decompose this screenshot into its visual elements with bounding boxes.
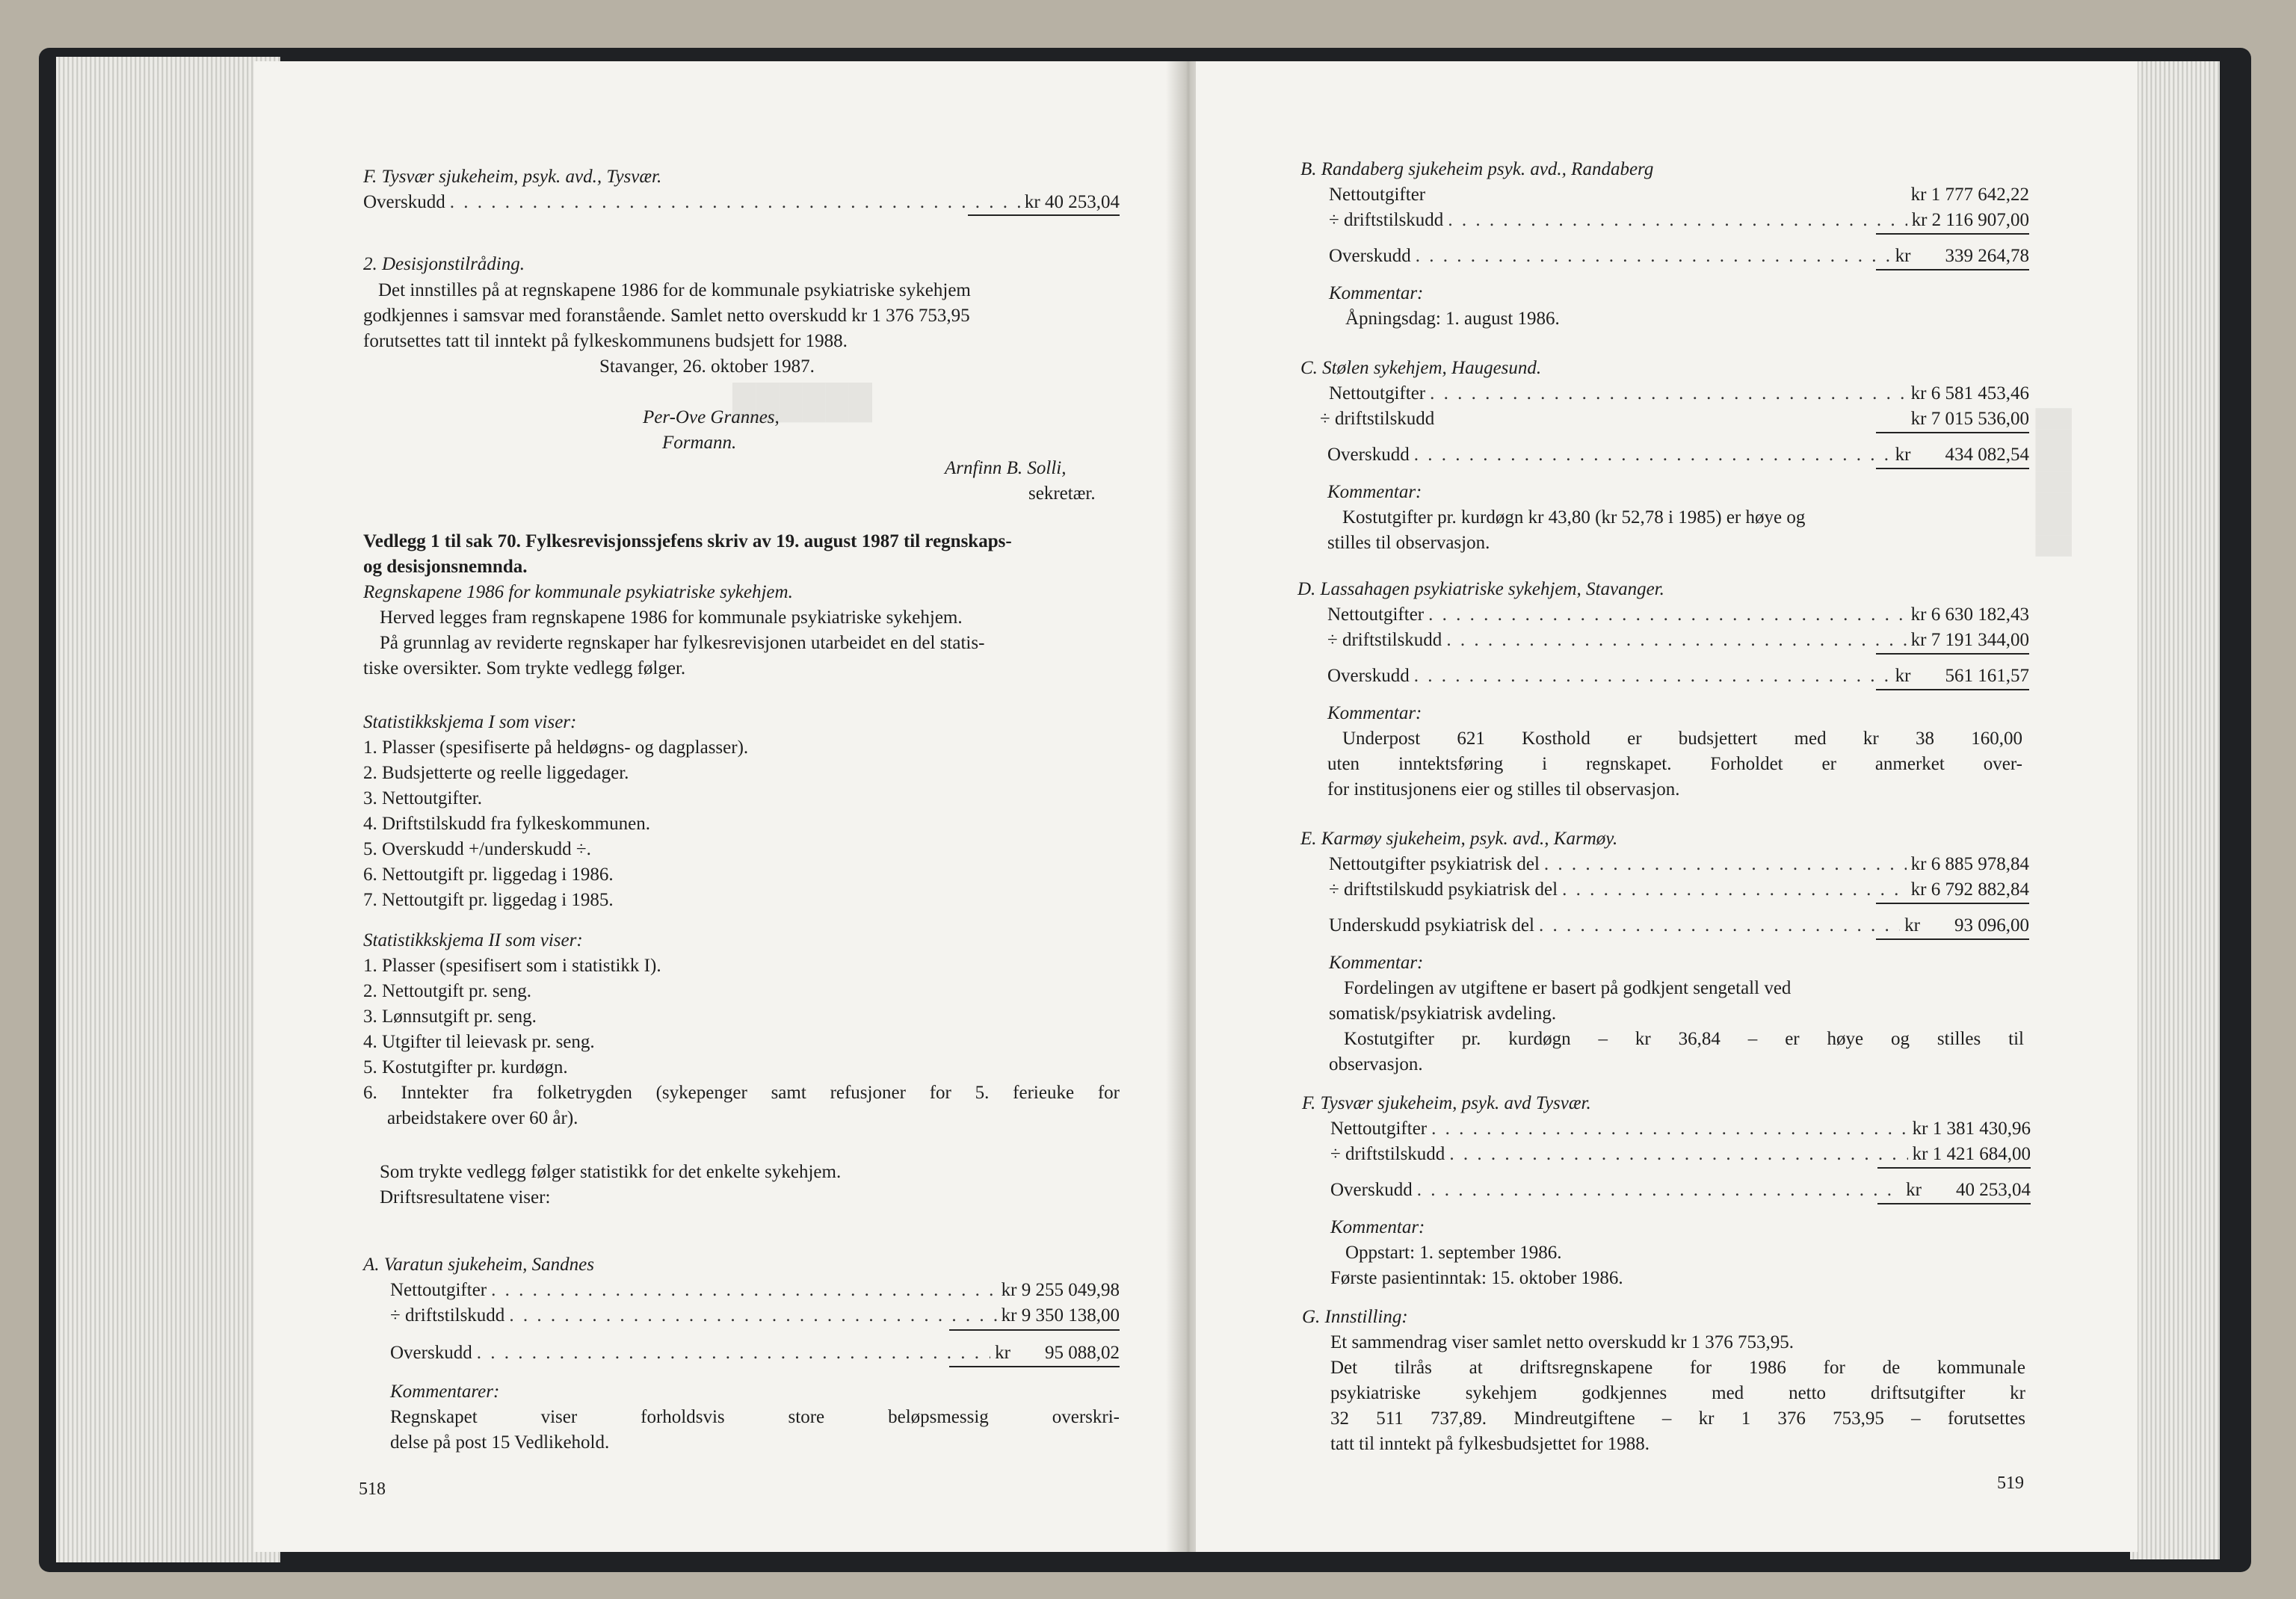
row-label: Nettoutgifter <box>1329 383 1426 403</box>
section-f-title: F. Tysvær sjukeheim, psyk. avd Tysvær. <box>1302 1093 1591 1113</box>
leader-dots <box>1431 1116 1908 1142</box>
page-number: 518 <box>359 1479 386 1499</box>
section-c-comment-line: stilles til observasjon. <box>1327 533 1490 553</box>
row-label: Overskudd <box>1329 246 1411 266</box>
section-d-row <box>1327 602 2029 628</box>
decision-heading: 2. Desisjonstilråding. <box>363 254 525 274</box>
section-c-overskudd-row <box>1327 442 2029 468</box>
section-f-comment-line: Oppstart: 1. september 1986. <box>1345 1243 1562 1263</box>
page-edges-right <box>2130 61 2220 1559</box>
leader-dots <box>491 1278 997 1303</box>
schema-2-item: 6. Inntekter fra folketrygden (sykepenger samt refusjoner for 5. ferieuke for <box>363 1083 1120 1103</box>
row-label: ÷ driftstilskudd <box>1329 210 1444 230</box>
total-rule <box>949 1329 1120 1331</box>
left-page <box>254 61 1181 1552</box>
schema-1-item: 2. Budsjetterte og reelle liggedager. <box>363 763 629 783</box>
total-rule <box>1876 432 2029 433</box>
row-label: Underskudd psykiatrisk del <box>1329 915 1534 935</box>
paragraph-3: Som trykte vedlegg følger statistikk for det enkelte sykehjem. <box>380 1162 842 1182</box>
paragraph-2b: tiske oversikter. Som trykte vedlegg følger. <box>363 658 686 678</box>
row-label: ÷ driftstilskudd psykiatrisk del <box>1329 879 1558 900</box>
schema-1-item: 5. Overskudd +/underskudd ÷. <box>363 839 591 859</box>
section-c-row <box>1329 381 2029 406</box>
row-label: Overskudd <box>1327 445 1410 465</box>
section-e-comment-line: observasjon. <box>1329 1054 1423 1074</box>
section-d-title: D. Lassahagen psykiatriske sykehjem, Stavanger. <box>1297 579 1664 599</box>
paragraph-4: Driftsresultatene viser: <box>380 1187 551 1207</box>
total-rule <box>1877 1167 2031 1169</box>
signature-2-role: sekretær. <box>1028 483 1096 504</box>
section-g-line: tatt til inntekt på fylkesbudsjettet for 1988. <box>1330 1434 1650 1454</box>
attachment-heading-1: Vedlegg 1 til sak 70. Fylkesrevisjonssjefens skriv av 19. august 1987 til regnskaps- <box>363 531 1012 551</box>
section-b-comment-line: Åpningsdag: 1. august 1986. <box>1345 309 1560 329</box>
schema-1-item: 3. Nettoutgifter. <box>363 788 482 808</box>
section-f-overskudd-row <box>1330 1178 2031 1203</box>
leader-dots <box>1544 852 1907 877</box>
row-amount: 339 264,78 <box>1945 246 2029 266</box>
signature-1-role: Formann. <box>662 433 737 453</box>
leader-dots <box>1448 208 1907 233</box>
row-label: ÷ driftstilskudd <box>1330 1144 1445 1164</box>
section-f-overskudd-row <box>363 190 1120 215</box>
paragraph-1: Herved legges fram regnskapene 1986 for kommunale psykiatriske sykehjem. <box>380 607 963 628</box>
place-date: Stavanger, 26. oktober 1987. <box>599 356 815 377</box>
leader-dots <box>1430 381 1907 406</box>
leader-dots <box>1446 628 1906 653</box>
decision-line-3: forutsettes tatt til inntekt på fylkeskommunens budsjett for 1988. <box>363 331 848 351</box>
section-g-line: 32 511 737,89. Mindreutgiftene – kr 1 376 753,95 – forutsettes <box>1330 1408 2025 1429</box>
row-amount: 40 253,04 <box>1956 1180 2031 1200</box>
section-g-line: psykiatriske sykehjem godkjennes med netto driftsutgifter kr <box>1330 1383 2025 1403</box>
total-underline <box>1876 938 2029 940</box>
total-underline <box>1876 689 2029 690</box>
row-label: Nettoutgifter <box>390 1280 487 1300</box>
section-c-title: C. Stølen sykehjem, Haugesund. <box>1300 358 1542 378</box>
schema-1-item: 1. Plasser (spesifiserte på heldøgns- og dagplasser). <box>363 737 749 758</box>
page-number: 519 <box>1997 1473 2024 1493</box>
show-through: ██████ <box>732 383 873 420</box>
row-amount: 561 161,57 <box>1945 666 2029 686</box>
section-f-row <box>1330 1142 2031 1167</box>
leader-dots <box>1414 664 1891 689</box>
section-d-comment-line: for institusjonens eier og stilles til observasjon. <box>1327 779 1680 800</box>
section-g-line: Et sammendrag viser samlet netto overskudd kr 1 376 753,95. <box>1330 1332 1794 1352</box>
section-d-comment-line: uten inntektsføring i regnskapet. Forholdet er anmerket over- <box>1327 754 2022 774</box>
paragraph-2a: På grunnlag av reviderte regnskaper har fylkesrevisjonen utarbeidet en del statis- <box>380 633 985 653</box>
section-f-comment-line: Første pasientinntak: 15. oktober 1986. <box>1330 1268 1623 1288</box>
row-label: Nettoutgifter <box>1330 1119 1428 1139</box>
row-label: Overskudd <box>1330 1180 1413 1200</box>
row-amount: kr 40 253,04 <box>1024 192 1120 212</box>
currency: kr <box>1904 915 1920 935</box>
row-amount: 93 096,00 <box>1954 915 2029 935</box>
row-amount: kr 7 015 536,00 <box>1910 409 2029 429</box>
section-a-comment-line: Regnskapet viser forholdsvis store beløpsmessig overskri- <box>390 1407 1120 1427</box>
section-e-comment-line: Fordelingen av utgiftene er basert på godkjent sengetall ved <box>1344 978 1792 998</box>
attachment-heading-2: og desisjonsnemnda. <box>363 557 528 577</box>
schema-2-item: 1. Plasser (spesifisert som i statistikk I). <box>363 956 661 976</box>
row-amount: kr 6 630 182,43 <box>1910 604 2029 625</box>
section-e-comment-line: somatisk/psykiatrisk avdeling. <box>1329 1003 1557 1024</box>
section-a-row <box>390 1303 1120 1329</box>
section-d-overskudd-row <box>1327 664 2029 689</box>
section-g-title: G. Innstilling: <box>1302 1307 1408 1327</box>
schema-2-item: 5. Kostutgifter pr. kurdøgn. <box>363 1057 568 1077</box>
row-amount: kr 6 885 978,84 <box>1910 854 2029 874</box>
row-label: ÷ driftstilskudd <box>1327 630 1442 650</box>
total-underline <box>1876 269 2029 270</box>
leader-dots <box>1449 1142 1907 1167</box>
leader-dots <box>1414 442 1891 468</box>
row-amount: kr 1 381 430,96 <box>1912 1119 2031 1139</box>
leader-dots <box>509 1303 996 1329</box>
section-b-row <box>1329 182 2029 208</box>
total-underline <box>1877 1203 2031 1204</box>
section-f-comment-heading: Kommentar: <box>1330 1217 1425 1237</box>
section-a-comments-heading: Kommentarer: <box>390 1382 500 1402</box>
section-f-row <box>1330 1116 2031 1142</box>
section-b-overskudd-row <box>1329 244 2029 269</box>
section-d-comment-line: Underpost 621 Kosthold er budsjettert med kr 38 160,00 <box>1342 729 2022 749</box>
page-edges-left <box>56 57 280 1562</box>
section-e-underskudd-row <box>1329 913 2029 938</box>
section-e-comment-heading: Kommentar: <box>1329 953 1424 973</box>
row-label: ÷ driftstilskudd <box>1320 409 1435 429</box>
row-amount: kr 6 581 453,46 <box>1910 383 2029 403</box>
leader-dots <box>450 190 1020 215</box>
leader-dots <box>1417 1178 1901 1203</box>
row-amount: kr 2 116 907,00 <box>1911 210 2029 230</box>
schema-1-title: Statistikkskjema I som viser: <box>363 712 577 732</box>
section-a-comment-line: delse på post 15 Vedlikehold. <box>390 1432 610 1453</box>
schema-1-item: 6. Nettoutgift pr. liggedag i 1986. <box>363 865 614 885</box>
signature-1-name: Per-Ove Grannes, <box>643 407 780 427</box>
row-amount: kr 7 191 344,00 <box>1910 630 2029 650</box>
section-a-title: A. Varatun sjukeheim, Sandnes <box>363 1255 594 1275</box>
leader-dots <box>1562 877 1907 903</box>
section-b-row <box>1329 208 2029 233</box>
currency: kr <box>1906 1180 1922 1200</box>
row-label: Overskudd <box>390 1343 472 1363</box>
row-amount: kr 6 792 882,84 <box>1910 879 2029 900</box>
leader-dots <box>1416 244 1891 269</box>
section-c-row <box>1320 406 2029 432</box>
section-f-title: F. Tysvær sjukeheim, psyk. avd., Tysvær. <box>363 167 662 187</box>
row-label: Nettoutgifter psykiatrisk del <box>1329 854 1540 874</box>
section-e-row <box>1329 852 2029 877</box>
schema-2-title: Statistikkskjema II som viser: <box>363 930 583 950</box>
total-underline <box>1876 468 2029 469</box>
attachment-subtitle: Regnskapene 1986 for kommunale psykiatriske sykehjem. <box>363 582 793 602</box>
row-amount: kr 1 777 642,22 <box>1910 185 2029 205</box>
row-amount: 434 082,54 <box>1945 445 2029 465</box>
signature-2-name: Arnfinn B. Solli, <box>945 458 1067 478</box>
total-underline <box>949 1366 1120 1367</box>
row-label: Overskudd <box>1327 666 1410 686</box>
section-a-overskudd-row <box>390 1340 1120 1366</box>
row-amount: kr 9 350 138,00 <box>1001 1305 1120 1326</box>
schema-1-item: 4. Driftstilskudd fra fylkeskommunen. <box>363 814 650 834</box>
row-amount: 95 088,02 <box>1045 1343 1120 1363</box>
section-b-comment-heading: Kommentar: <box>1329 283 1424 303</box>
schema-1-item: 7. Nettoutgift pr. liggedag i 1985. <box>363 890 614 910</box>
section-d-comment-heading: Kommentar: <box>1327 703 1422 723</box>
section-c-comment-heading: Kommentar: <box>1327 482 1422 502</box>
row-amount: kr 9 255 049,98 <box>1001 1280 1120 1300</box>
row-label: ÷ driftstilskudd <box>390 1305 505 1326</box>
currency: kr <box>1895 246 1911 266</box>
section-c-comment-line: Kostutgifter pr. kurdøgn kr 43,80 (kr 52,78 i 1985) er høye og <box>1342 507 1806 528</box>
leader-dots <box>1428 602 1907 628</box>
schema-2-item: 4. Utgifter til leievask pr. seng. <box>363 1032 595 1052</box>
row-label: Overskudd <box>363 192 445 212</box>
section-g-line: Det tilrås at driftsregnskapene for 1986 for de kommunale <box>1330 1358 2025 1378</box>
schema-2-item: 2. Nettoutgift pr. seng. <box>363 981 531 1001</box>
decision-line-2: godkjennes i samsvar med foranstående. Samlet netto overskudd kr 1 376 753,95 <box>363 306 970 326</box>
currency: kr <box>1895 445 1911 465</box>
row-label: Nettoutgifter <box>1329 185 1426 205</box>
section-e-row <box>1329 877 2029 903</box>
currency: kr <box>995 1343 1010 1363</box>
total-rule <box>1876 653 2029 655</box>
underline <box>968 214 1120 216</box>
decision-line-1: Det innstilles på at regnskapene 1986 for de kommunale psykiatriske sykehjem <box>378 280 971 300</box>
section-e-comment-line: Kostutgifter pr. kurdøgn – kr 36,84 – er høye og stilles til <box>1344 1029 2024 1049</box>
section-d-row <box>1327 628 2029 653</box>
section-b-title: B. Randaberg sjukeheim psyk. avd., Randaberg <box>1300 159 1654 179</box>
total-rule <box>1876 903 2029 904</box>
row-label: Nettoutgifter <box>1327 604 1425 625</box>
section-e-title: E. Karmøy sjukeheim, psyk. avd., Karmøy. <box>1300 829 1618 849</box>
leader-dots <box>1539 913 1900 938</box>
show-through: ███████ <box>2037 408 2072 557</box>
section-a-row <box>390 1278 1120 1303</box>
total-rule <box>1876 233 2029 235</box>
currency: kr <box>1895 666 1911 686</box>
row-amount: kr 1 421 684,00 <box>1912 1144 2031 1164</box>
right-page <box>1196 61 2138 1552</box>
leader-dots <box>477 1340 990 1366</box>
schema-2-item-continued: arbeidstakere over 60 år). <box>387 1108 578 1128</box>
schema-2-item: 3. Lønnsutgift pr. seng. <box>363 1006 537 1027</box>
